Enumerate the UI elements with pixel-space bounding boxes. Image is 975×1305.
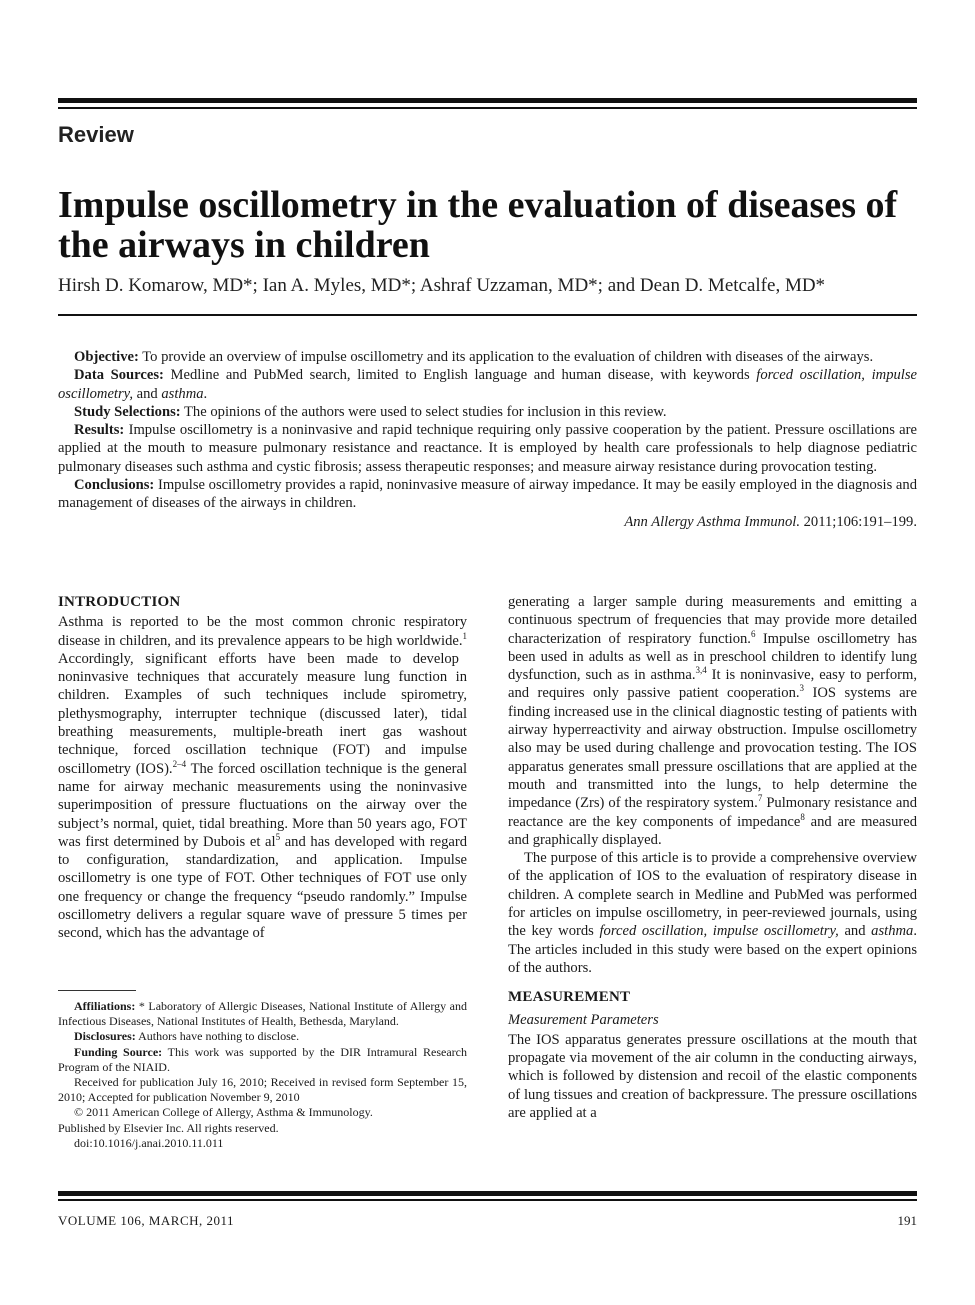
purpose-and: and xyxy=(838,923,872,940)
left-column xyxy=(58,593,467,943)
funding-text: This work was supported by the DIR Intramural Research Program of the NIAID. xyxy=(58,1044,467,1074)
abstract-study-selections xyxy=(58,403,917,421)
footnote-received: Received for publication July 16, 2010; Received in revised form September 15, 2010; Accepted for publication November 9, 2010 xyxy=(58,1075,467,1105)
footnote-disclosures xyxy=(58,1029,467,1044)
affiliations-text: * Laboratory of Allergic Diseases, National Institute of Allergy and Infectious Diseases, National Institutes of Health, Bethesda, Maryland. xyxy=(58,999,467,1029)
footnote-publisher: Published by Elsevier Inc. All rights reserved. xyxy=(58,1120,279,1135)
disclosures-label: Disclosures: xyxy=(74,1029,136,1044)
conclusions-text: Impulse oscillometry provides a rapid, noninvasive measure of airway impedance. It may be easily employed in the diagnosis and management of diseases of the airways in children. xyxy=(58,477,917,512)
bottom-rule-thin xyxy=(58,1199,917,1201)
citation xyxy=(58,513,917,531)
ref-marker: 8 xyxy=(800,811,805,822)
footnote-copyright: © 2011 American College of Allergy, Asthma & Immunology. xyxy=(74,1105,373,1120)
right-text-e: Pulmonary resistance and reactance are the key components of impedance xyxy=(508,795,917,830)
right-text-d: IOS systems are finding increased use in the clinical diagnostic testing of patients with airway hyperreactivity and airway obstruction. Impulse oscillometry also may be used during challenge and provocation testing. The IOS apparatus generates small pressure oscillations that are applied at the mouth and transmitted into the lungs, to help determine the impedance (Zrs) of the respiratory system. xyxy=(508,685,917,812)
footnote-rule xyxy=(58,990,136,991)
top-rule-thick xyxy=(58,98,917,103)
ref-marker: 5 xyxy=(275,832,281,842)
abstract-results xyxy=(58,421,917,476)
footnotes xyxy=(58,999,467,1151)
right-column xyxy=(508,593,917,1122)
author-rule xyxy=(58,314,917,316)
purpose-text-b: . The articles included in this study were based on the expert opinions of the authors. xyxy=(508,923,917,976)
affiliations-label: Affiliations: xyxy=(74,999,136,1013)
intro-text-c: The forced oscillation technique is the general name for airway mechanic measurements using the noninvasive superimposition of pressure fluctuations on the airway over the subject’s normal, quiet, tidal breathing. More than 50 years ago, FOT was first determined by Dubois et al xyxy=(58,760,467,850)
purpose-keyword-2: asthma xyxy=(871,923,914,940)
measurement-paragraph: The IOS apparatus generates pressure oscillations at the mouth that propagate via movement of the air column in the conducting airways, which is followed by distension and recoil of the elastic components of lung tissues and creation of backpressure. The pressure oscillations are applied at a xyxy=(508,1031,917,1122)
results-text: Impulse oscillometry is a noninvasive and rapid technique requiring only passive cooperation by the patient. Pressure oscillations are applied at the mouth to measure pulmonary resistance and reactance. It is employed by health care professionals to help diagnose pediatric pulmonary diseases such asthma and cystic fibrosis; assess therapeutic responses; and measure airway resistance during provocation testing. xyxy=(58,422,917,475)
footnote-funding xyxy=(58,1045,467,1075)
right-text-a: generating a larger sample during measurements and emitting a continuous spectrum of frequencies that may provide more detailed characterization of respiratory function. xyxy=(508,594,917,647)
funding-label: Funding Source: xyxy=(74,1044,163,1059)
purpose-keyword-1: forced oscillation, impulse oscillometry, xyxy=(599,923,839,940)
footnote-doi[interactable]: doi:10.1016/j.anai.2010.11.011 xyxy=(74,1135,224,1150)
footer-volume: VOLUME 106, MARCH, 2011 xyxy=(58,1213,235,1228)
sources-and: and xyxy=(133,385,162,402)
objective-label: Objective: xyxy=(74,349,139,365)
right-text-c: It is noninvasive, easy to perform, and requires only passive patient cooperation. xyxy=(508,667,917,702)
ref-marker: 2–4 xyxy=(172,758,187,769)
results-label: Results: xyxy=(74,422,125,439)
right-paragraph-1 xyxy=(508,593,917,849)
right-text-f: and are measured and graphically displayed. xyxy=(508,813,917,848)
introduction-heading: INTRODUCTION xyxy=(58,594,181,610)
sources-keyword-2: asthma xyxy=(161,385,204,402)
abstract-data-sources xyxy=(58,366,917,403)
sources-end: . xyxy=(203,385,208,402)
intro-text-a: Asthma is reported to be the most common chronic respiratory disease in children, and its prevalence appears to be high worldwide. xyxy=(58,614,467,649)
ref-marker: 3 xyxy=(799,683,805,694)
selections-label: Study Selections: xyxy=(74,403,181,420)
sources-label: Data Sources: xyxy=(74,367,164,384)
selections-text: The opinions of the authors were used to select studies for inclusion in this review. xyxy=(180,403,667,420)
article-title: Impulse oscillometry in the evaluation of diseases of the airways in children xyxy=(58,184,898,266)
intro-text-d: and has developed with regard to configuration, standardization, and application. Impulse oscillometry is one type of FOT. Other techniques of FOT use only one frequency or change the frequency “pseudo randomly.” Impulse oscillometry delivers a regular square wave of pressure 5 times per second, which has the advantage of xyxy=(58,833,468,942)
ref-marker: 1 xyxy=(462,630,467,641)
right-paragraph-2 xyxy=(508,849,917,977)
author-list: Hirsh D. Komarow, MD*; Ian A. Myles, MD*; Ashraf Uzzaman, MD*; and Dean D. Metcalfe, MD* xyxy=(58,275,826,296)
bottom-rule-thick xyxy=(58,1191,917,1196)
conclusions-label: Conclusions: xyxy=(74,477,155,494)
abstract xyxy=(58,348,917,531)
footer-page-number: 191 xyxy=(897,1213,917,1228)
measurement-heading: MEASUREMENT xyxy=(508,989,631,1006)
intro-text-b: Accordingly, significant efforts have been made to develop noninvasive techniques that accurately measure lung function in children. Examples of such techniques include spirometry, plethysmography, interrupter technique (discussed later), tidal breathing measurements, multiple-breath inert gas washout technique, forced oscillation technique (FOT) and impulse oscillometry (IOS). xyxy=(58,650,467,777)
sources-keyword-1: forced oscillation, impulse oscillometry, xyxy=(58,367,917,402)
sources-text: Medline and PubMed search, limited to English language and human disease, with keywords xyxy=(163,367,757,384)
introduction-paragraph xyxy=(58,613,467,942)
ref-marker: 7 xyxy=(757,793,763,804)
abstract-objective xyxy=(58,348,917,366)
objective-text: To provide an overview of impulse oscillometry and its application to the evaluation of children with diseases of the airways. xyxy=(138,349,874,365)
top-rule-thin xyxy=(58,107,917,109)
ref-marker: 3,4 xyxy=(695,665,707,676)
abstract-conclusions xyxy=(58,476,917,513)
section-label: Review xyxy=(58,122,134,147)
disclosures-text: Authors have nothing to disclose. xyxy=(135,1029,300,1044)
purpose-text-a: The purpose of this article is to provide a comprehensive overview of the application of IOS to the evaluation of respiratory disease in children. A complete search in Medline and PubMed was performed for articles on impulse oscillometry, in peer-reviewed journals, using the key words xyxy=(508,850,917,940)
right-text-b: Impulse oscillometry has been used in adults as well as in preschool children to identify lung dysfunction, such as in asthma. xyxy=(508,630,917,684)
citation-ref: 2011;106:191–199. xyxy=(799,513,917,530)
footnote-affiliations xyxy=(58,999,467,1029)
measurement-subheading: Measurement Parameters xyxy=(508,1011,659,1028)
ref-marker: 6 xyxy=(750,628,756,639)
citation-journal: Ann Allergy Asthma Immunol. xyxy=(624,513,800,530)
